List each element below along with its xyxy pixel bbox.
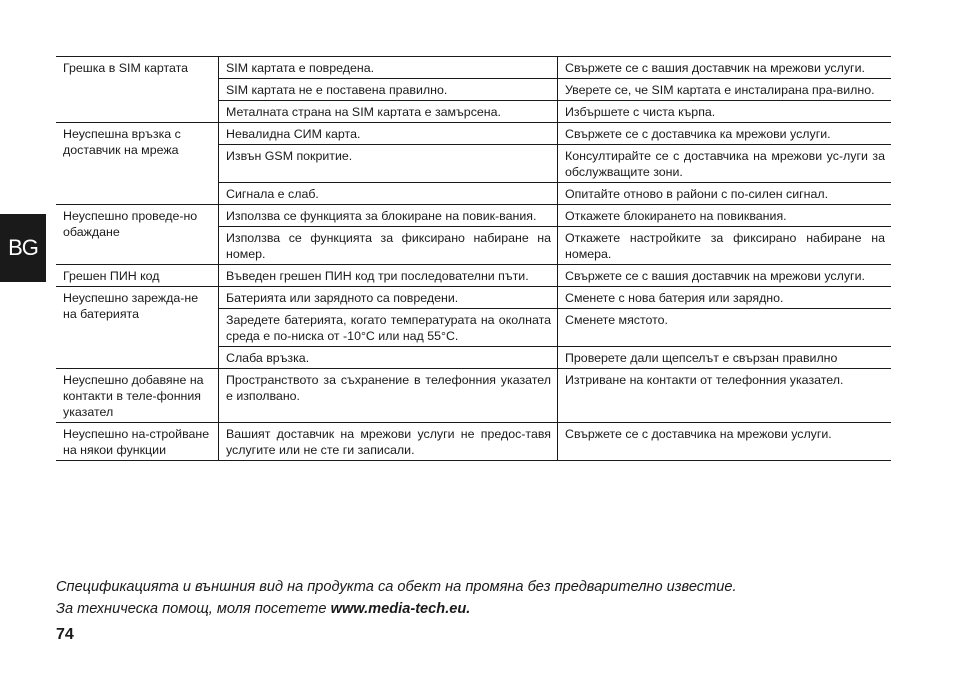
problem-cell: Неуспешно добавяне на контакти в теле-фонния указател	[56, 369, 219, 423]
cause-cell: Металната страна на SIM картата е замърсена.	[219, 101, 558, 123]
troubleshooting-table	[56, 56, 891, 461]
solution-cell: Свържете се с вашия доставчик на мрежови услуги.	[558, 265, 892, 287]
problem-cell: Неуспешно на-стройване на някои функции	[56, 423, 219, 461]
cause-cell: Използва се функцията за блокиране на повик-вания.	[219, 205, 558, 227]
solution-cell: Сменете мястото.	[558, 309, 892, 347]
cause-cell: Сигнала е слаб.	[219, 183, 558, 205]
table-row	[56, 265, 891, 287]
solution-cell: Проверете дали щепселът е свързан правилно	[558, 347, 892, 369]
cause-cell: SIM картата е повредена.	[219, 57, 558, 79]
cause-cell: Батерията или зарядното са повредени.	[219, 287, 558, 309]
spec-change-notice: Спецификацията и външния вид на продукта са обект на промяна без предварително известие.	[56, 579, 737, 595]
problem-cell: Неуспешна връзка с доставчик на мрежа	[56, 123, 219, 205]
solution-cell: Откажете блокирането на повиквания.	[558, 205, 892, 227]
page-number: 74	[56, 626, 74, 643]
solution-cell: Изтриване на контакти от телефонния указател.	[558, 369, 892, 423]
cause-cell: Използва се функцията за фиксирано набиране на номер.	[219, 227, 558, 265]
support-line	[56, 598, 737, 620]
cause-cell: Слаба връзка.	[219, 347, 558, 369]
cause-cell: Заредете батерията, когато температурата на околната среда е по-ниска от -10°C или над 55°C.	[219, 309, 558, 347]
support-url-link[interactable]: www.media-tech.eu.	[330, 601, 471, 617]
problem-cell: Неуспешно проведе-но обаждане	[56, 205, 219, 265]
cause-cell: Въведен грешен ПИН код три последователни пъти.	[219, 265, 558, 287]
table-row	[56, 123, 891, 145]
solution-cell: Откажете настройките за фиксирано набиране на номера.	[558, 227, 892, 265]
solution-cell: Консултирайте се с доставчика на мрежови ус-луги за обслужващите зони.	[558, 145, 892, 183]
table-row	[56, 205, 891, 227]
cause-cell: Пространството за съхранение в телефонния указател е изполвано.	[219, 369, 558, 423]
cause-cell: Вашият доставчик на мрежови услуги не предос-тавя услугите или не сте ги записали.	[219, 423, 558, 461]
solution-cell: Свържете се с вашия доставчик на мрежови услуги.	[558, 57, 892, 79]
solution-cell: Свържете се с доставчика ка мрежови услуги.	[558, 123, 892, 145]
cause-cell: Извън GSM покритие.	[219, 145, 558, 183]
problem-cell: Грешка в SIM картата	[56, 57, 219, 123]
table-row	[56, 423, 891, 461]
language-tab: BG	[0, 214, 46, 282]
cause-cell: Невалидна СИМ карта.	[219, 123, 558, 145]
problem-cell: Грешен ПИН код	[56, 265, 219, 287]
solution-cell: Избършете с чиста кърпа.	[558, 101, 892, 123]
footer-note	[56, 576, 737, 620]
table-row	[56, 369, 891, 423]
table-row	[56, 287, 891, 309]
solution-cell: Свържете се с доставчика на мрежови услуги.	[558, 423, 892, 461]
solution-cell: Опитайте отново в райони с по-силен сигнал.	[558, 183, 892, 205]
cause-cell: SIM картата не е поставена правилно.	[219, 79, 558, 101]
solution-cell: Сменете с нова батерия или зарядно.	[558, 287, 892, 309]
solution-cell: Уверете се, че SIM картата е инсталирана пра-вилно.	[558, 79, 892, 101]
support-text: За техническа помощ, моля посетете	[56, 601, 331, 617]
problem-cell: Неуспешно зарежда-не на батерията	[56, 287, 219, 369]
table-row	[56, 57, 891, 79]
